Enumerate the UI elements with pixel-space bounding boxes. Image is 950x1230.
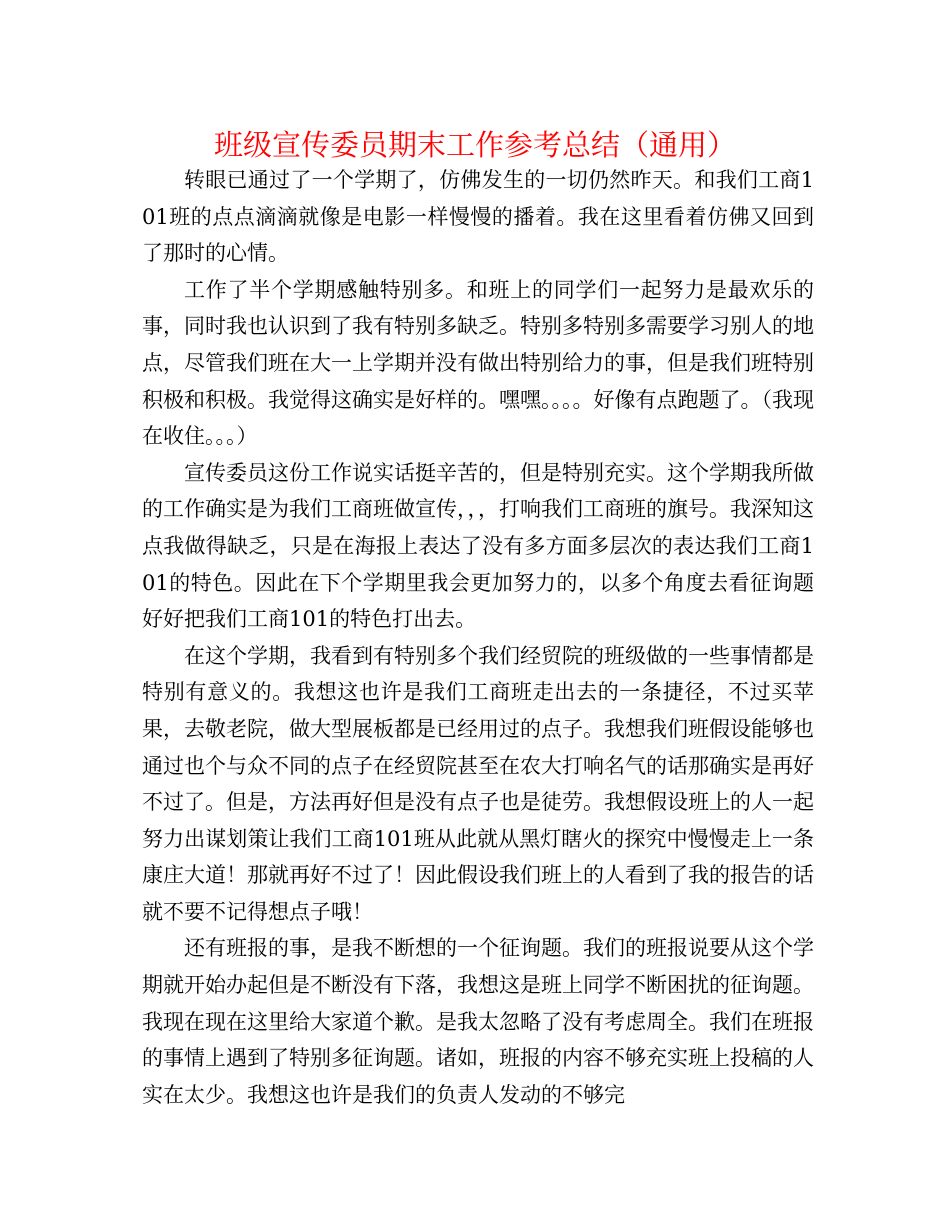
document-body <box>142 162 814 1113</box>
paragraph-2: 工作了半个学期感触特别多。和班上的同学们一起努力是最欢乐的事，同时我也认识到了我有特别多缺乏。特别多特别多需要学习别人的地点，尽管我们班在大一上学期并没有做出特别给力的事，但是我们班特别积极和积极。我觉得这确实是好样的。嘿嘿。。。。好像有点跑题了。（我现在收住。。。） <box>142 277 814 449</box>
paragraph-4: 在这个学期，我看到有特别多个我们经贸院的班级做的一些事情都是特别有意义的。我想这也许是我们工商班走出去的一条捷径，不过买苹果，去敬老院，做大型展板都是已经用过的点子。我想我们班假设能够也通过也个与众不同的点子在经贸院甚至在农大打响名气的话那确实是再好不过了。但是，方法再好但是没有点子也是徒劳。我想假设班上的人一起努力出谋划策让我们工商101班从此就从黑灯瞎火的探究中慢慢走上一条康庄大道！那就再好不过了！因此假设我们班上的人看到了我的报告的话就不要不记得想点子哦！ <box>142 643 814 924</box>
paragraph-1: 转眼已通过了一个学期了，仿佛发生的一切仍然昨天。和我们工商101班的点点滴滴就像是电影一样慢慢的播着。我在这里看着仿佛又回到了那时的心情。 <box>142 168 814 266</box>
paragraph-3: 宣传委员这份工作说实话挺辛苦的，但是特别充实。这个学期我所做的工作确实是为我们工商班做宣传，，，打响我们工商班的旗号。我深知这点我做得缺乏，只是在海报上表达了没有多方面多层次的表达我们工商101的特色。因此在下个学期里我会更加努力的，以多个角度去看征询题好好把我们工商101的特色打出去。 <box>142 460 814 632</box>
document-title: 班级宣传委员期末工作参考总结（通用） <box>213 128 736 162</box>
paragraph-5: 还有班报的事，是我不断想的一个征询题。我们的班报说要从这个学期就开始办起但是不断没有下落，我想这是班上同学不断困扰的征询题。我现在现在这里给大家道个歉。是我太忽略了没有考虑周全。我们在班报的事情上遇到了特别多征询题。诸如，班报的内容不够充实班上投稿的人实在太少。我想这也许是我们的负责人发动的不够完 <box>142 936 814 1107</box>
